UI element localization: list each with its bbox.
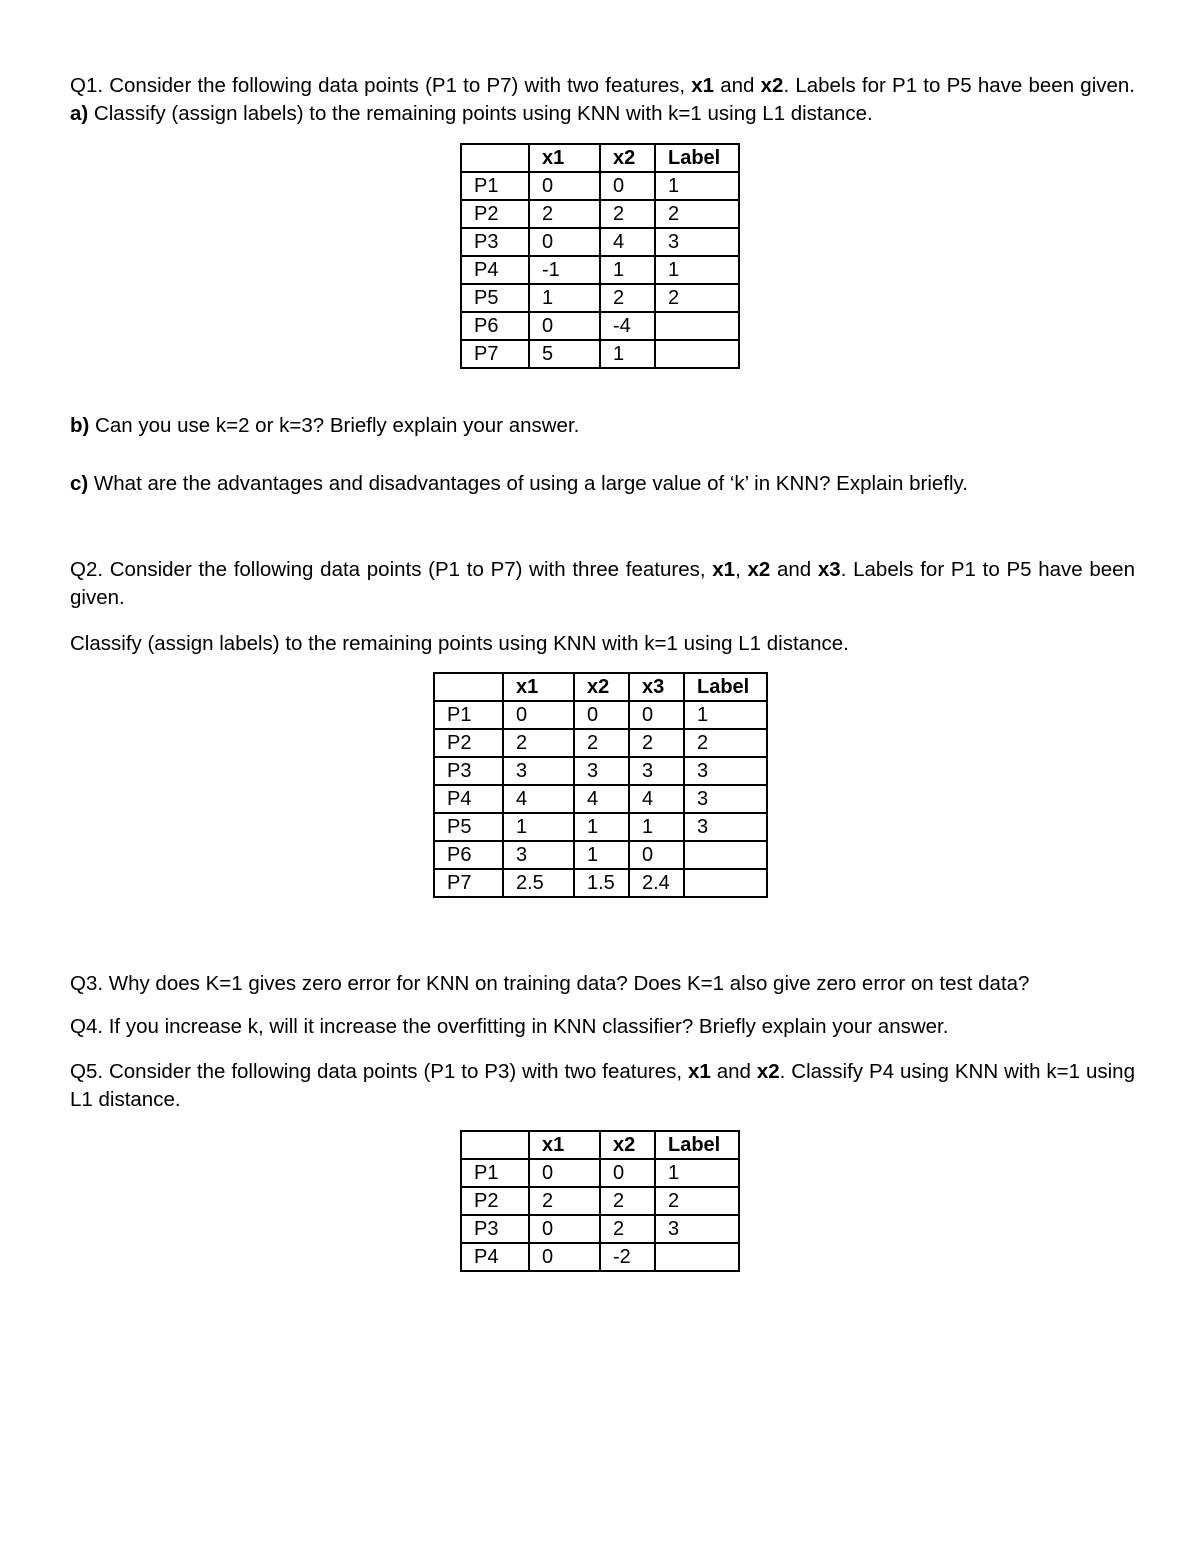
- q1-intro-and: and: [714, 74, 761, 97]
- q2-intro: Q2. Consider the following data points (P1 to P7) with three features,: [70, 558, 713, 581]
- q2-table-header-cell: [434, 673, 503, 701]
- q1-part-c-label: c): [70, 472, 89, 495]
- q1-table-point-cell: P3: [461, 228, 529, 256]
- q2-table-point-cell: P2: [434, 729, 503, 757]
- q5-question: [70, 1058, 1135, 1114]
- q1-table-point-cell: P7: [461, 340, 529, 368]
- q2-table-value-cell: 3: [684, 813, 767, 841]
- q2-table-row: [434, 813, 767, 841]
- q1-part-c-text: What are the advantages and disadvantages of using a large value of ‘k’ in KNN? Explain briefly.: [88, 472, 968, 495]
- q1-table-value-cell: 2: [655, 284, 739, 312]
- q5-table-header-cell: [461, 1131, 529, 1159]
- q1-table-header-cell: x2: [600, 144, 655, 172]
- q1-table-value-cell: 1: [600, 340, 655, 368]
- q5-intro-end: . Classify P4 using KNN with k=1 using L1 distance.: [70, 1060, 1135, 1111]
- q5-table-point-cell: P1: [461, 1159, 529, 1187]
- q2-feature-x3: x3: [817, 558, 841, 581]
- q2-table-value-cell: 1: [574, 841, 629, 869]
- q2-table-value-cell: 2: [629, 729, 684, 757]
- q1-table-value-cell: 0: [600, 172, 655, 200]
- q1-part-a-label: a): [70, 102, 89, 125]
- q1-part-a-text: Classify (assign labels) to the remaining points using KNN with k=1 using L1 distance.: [88, 102, 873, 125]
- q1-table-value-cell: 2: [655, 200, 739, 228]
- q2-table-row: [434, 729, 767, 757]
- q1-table-value-cell: 2: [600, 200, 655, 228]
- q5-table-header-cell: x1: [529, 1131, 600, 1159]
- q2-instruction: Classify (assign labels) to the remaining points using KNN with k=1 using L1 distance.: [70, 632, 849, 655]
- q1-table-point-cell: P1: [461, 172, 529, 200]
- q1-part-b-label: b): [70, 414, 90, 437]
- q5-table-point-cell: P3: [461, 1215, 529, 1243]
- q2-table-value-cell: 1: [629, 813, 684, 841]
- q5-table-value-cell: -2: [600, 1243, 655, 1271]
- q2-table-value-cell: 2.5: [503, 869, 574, 897]
- q5-table-header-cell: x2: [600, 1131, 655, 1159]
- q2-intro-end: . Labels for P1 to P5 have been given.: [70, 558, 1135, 609]
- q2-table-value-cell: 3: [684, 785, 767, 813]
- q2-table-value-cell: 2: [574, 729, 629, 757]
- q2-table-point-cell: P1: [434, 701, 503, 729]
- q1-table-value-cell: 1: [600, 256, 655, 284]
- q1-table-row: [461, 284, 739, 312]
- q2-table-value-cell: 4: [503, 785, 574, 813]
- q2-table-point-cell: P6: [434, 841, 503, 869]
- q1-table-value-cell: -1: [529, 256, 600, 284]
- q5-table-value-cell: 1: [655, 1159, 739, 1187]
- q5-table-value-cell: 0: [529, 1159, 600, 1187]
- q1-table-header-row: [461, 144, 739, 172]
- q5-table-point-cell: P2: [461, 1187, 529, 1215]
- q2-table-value-cell: 1: [684, 701, 767, 729]
- q1-table-point-cell: P5: [461, 284, 529, 312]
- q5-table: [460, 1130, 740, 1272]
- q1-part-b: [70, 412, 1135, 440]
- q1-table-point-cell: P4: [461, 256, 529, 284]
- q2-intro-and: and: [770, 558, 818, 581]
- q2-table-value-cell: 3: [684, 757, 767, 785]
- q5-table-value-cell: 0: [600, 1159, 655, 1187]
- q1-part-c: [70, 470, 1135, 498]
- q2-table-value-cell: 3: [503, 841, 574, 869]
- q2-table-row: [434, 841, 767, 869]
- q5-table-row: [461, 1159, 739, 1187]
- q2-table-value-cell: 2: [684, 729, 767, 757]
- q3-question: Q3. Why does K=1 gives zero error for KNN on training data? Does K=1 also give zero error on test data?: [70, 972, 1030, 995]
- q1-table-row: [461, 172, 739, 200]
- q1-table-value-cell: 0: [529, 312, 600, 340]
- q5-table-value-cell: 3: [655, 1215, 739, 1243]
- q1-part-b-text: Can you use k=2 or k=3? Briefly explain your answer.: [89, 414, 580, 437]
- q2-table-row: [434, 701, 767, 729]
- q1-intro-end: . Labels for P1 to P5 have been given.: [783, 74, 1135, 97]
- q1-feature-x1: x1: [691, 74, 715, 97]
- q2-table-point-cell: P5: [434, 813, 503, 841]
- q1-table-value-cell: 1: [529, 284, 600, 312]
- q1-table-value-cell: [655, 312, 739, 340]
- q2-table-header-cell: x1: [503, 673, 574, 701]
- q2-table: [433, 672, 768, 898]
- q2-table-value-cell: 1.5: [574, 869, 629, 897]
- q2-table-header-cell: x3: [629, 673, 684, 701]
- q2-table-header-cell: Label: [684, 673, 767, 701]
- q2-table-point-cell: P3: [434, 757, 503, 785]
- q1-table-value-cell: 0: [529, 228, 600, 256]
- q2-table-value-cell: 0: [574, 701, 629, 729]
- q1-table-header-cell: x1: [529, 144, 600, 172]
- q1-table-point-cell: P6: [461, 312, 529, 340]
- q1-table-value-cell: 1: [655, 172, 739, 200]
- q5-table-row: [461, 1243, 739, 1271]
- q2-table-value-cell: 2: [503, 729, 574, 757]
- q1-table-value-cell: 1: [655, 256, 739, 284]
- q2-question: [70, 556, 1135, 612]
- q2-table-point-cell: P7: [434, 869, 503, 897]
- q2-table-value-cell: 1: [574, 813, 629, 841]
- q1-table-header-cell: Label: [655, 144, 739, 172]
- q1-table-value-cell: 4: [600, 228, 655, 256]
- q5-feature-x2: x2: [756, 1060, 780, 1083]
- q1-table-value-cell: [655, 340, 739, 368]
- q2-table-value-cell: 0: [629, 701, 684, 729]
- q2-table-value-cell: [684, 841, 767, 869]
- q2-table-header-row: [434, 673, 767, 701]
- q1-table-value-cell: -4: [600, 312, 655, 340]
- q5-feature-x1: x1: [687, 1060, 711, 1083]
- q5-table-row: [461, 1215, 739, 1243]
- q1-table-row: [461, 200, 739, 228]
- q2-table-row: [434, 785, 767, 813]
- q2-table-value-cell: 3: [503, 757, 574, 785]
- q2-intro-sep: ,: [735, 558, 748, 581]
- q5-table-value-cell: 0: [529, 1243, 600, 1271]
- q1-table-row: [461, 256, 739, 284]
- q5-table-value-cell: 0: [529, 1215, 600, 1243]
- q1-table: [460, 143, 740, 369]
- q2-table-value-cell: 0: [629, 841, 684, 869]
- q1-table-header-cell: [461, 144, 529, 172]
- q2-table-value-cell: [684, 869, 767, 897]
- q4-question: Q4. If you increase k, will it increase the overfitting in KNN classifier? Briefly explain your answer.: [70, 1015, 949, 1038]
- q5-table-value-cell: 2: [600, 1215, 655, 1243]
- q1-intro: Q1. Consider the following data points (P1 to P7) with two features,: [70, 74, 692, 97]
- q2-table-row: [434, 757, 767, 785]
- q5-table-header-cell: Label: [655, 1131, 739, 1159]
- q1-table-value-cell: 0: [529, 172, 600, 200]
- q2-feature-x1: x1: [712, 558, 736, 581]
- q5-table-value-cell: 2: [529, 1187, 600, 1215]
- q5-table-header-row: [461, 1131, 739, 1159]
- q1-table-value-cell: 2: [600, 284, 655, 312]
- q2-table-row: [434, 869, 767, 897]
- q2-table-value-cell: 0: [503, 701, 574, 729]
- q2-table-value-cell: 1: [503, 813, 574, 841]
- q5-table-value-cell: 2: [600, 1187, 655, 1215]
- q5-intro-and: and: [710, 1060, 757, 1083]
- q1-question: [70, 72, 1135, 128]
- q2-table-value-cell: 3: [629, 757, 684, 785]
- q1-table-point-cell: P2: [461, 200, 529, 228]
- q2-feature-x2: x2: [747, 558, 771, 581]
- q5-table-point-cell: P4: [461, 1243, 529, 1271]
- q5-table-value-cell: 2: [655, 1187, 739, 1215]
- q2-table-value-cell: 4: [629, 785, 684, 813]
- q1-table-value-cell: 2: [529, 200, 600, 228]
- q2-table-value-cell: 3: [574, 757, 629, 785]
- q1-feature-x2: x2: [760, 74, 784, 97]
- q1-table-row: [461, 228, 739, 256]
- q2-table-value-cell: 4: [574, 785, 629, 813]
- q2-table-point-cell: P4: [434, 785, 503, 813]
- q5-table-value-cell: [655, 1243, 739, 1271]
- q5-table-row: [461, 1187, 739, 1215]
- q5-intro: Q5. Consider the following data points (P1 to P3) with two features,: [70, 1060, 688, 1083]
- q2-table-header-cell: x2: [574, 673, 629, 701]
- q1-table-row: [461, 340, 739, 368]
- q2-table-value-cell: 2.4: [629, 869, 684, 897]
- q1-table-row: [461, 312, 739, 340]
- q1-table-value-cell: 3: [655, 228, 739, 256]
- q1-table-value-cell: 5: [529, 340, 600, 368]
